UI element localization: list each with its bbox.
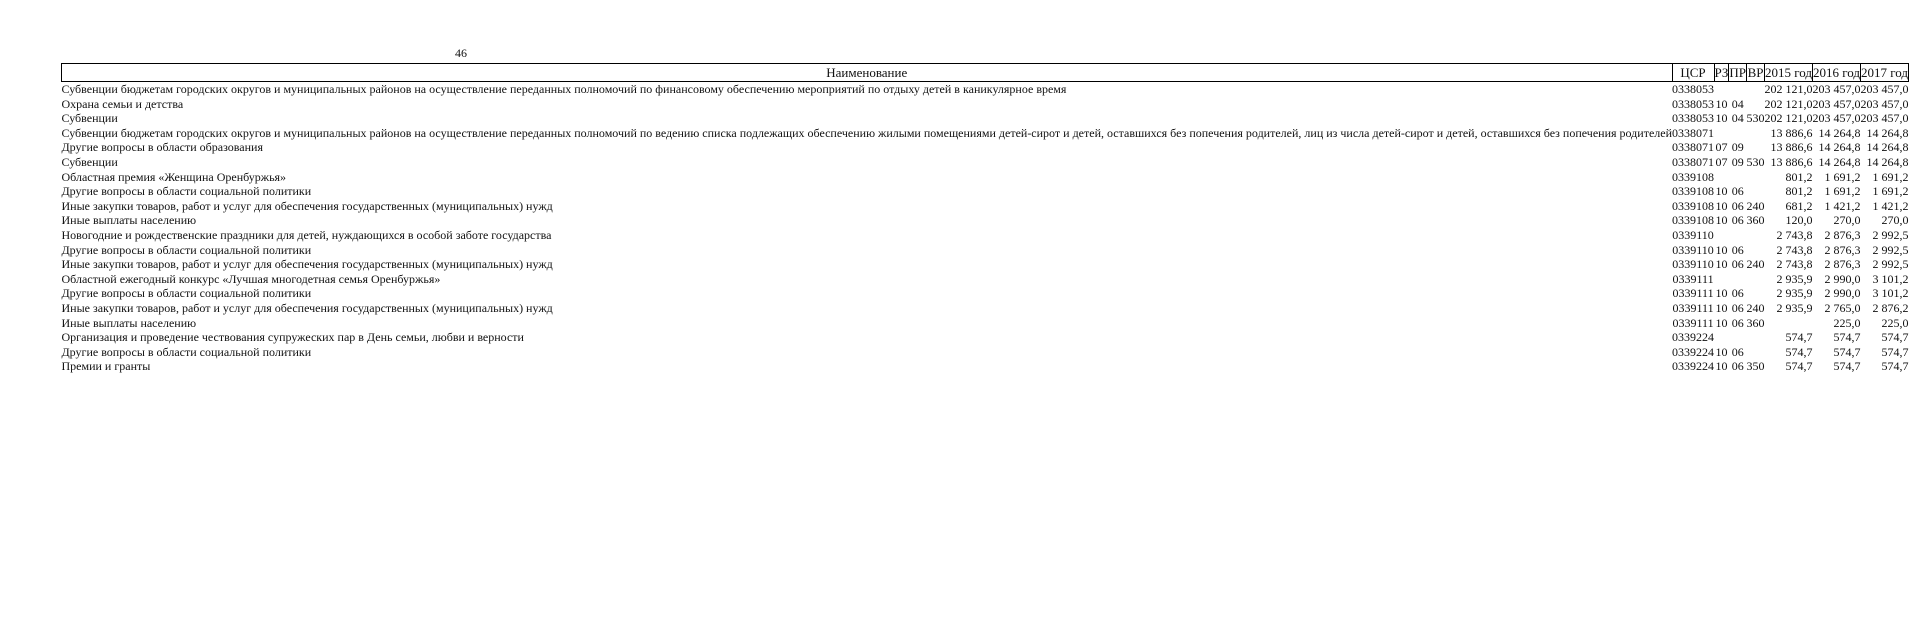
cell-2015: 574,7 — [1785, 344, 1813, 359]
cell-2015: 801,2 — [1785, 169, 1813, 184]
cell-vr — [1747, 126, 1765, 141]
cell-rz: 10 — [1715, 344, 1728, 359]
cell-csr: 0339110 — [1672, 227, 1714, 242]
table-row — [62, 111, 1909, 126]
cell-2017: 574,7 — [1881, 330, 1909, 345]
cell-csr: 0338071 — [1672, 154, 1715, 169]
cell-vr — [1747, 345, 1765, 360]
cell-2017: 14 264,8 — [1866, 154, 1909, 169]
cell-pr — [1729, 170, 1747, 185]
cell-vr: 240 — [1746, 198, 1765, 213]
cell-pr: 06 — [1731, 344, 1744, 359]
cell-csr: 0339224 — [1672, 344, 1715, 359]
cell-name: Иные закупки товаров, работ и услуг для обеспечения государственных (муниципальных) нужд — [61, 198, 553, 213]
cell-rz — [1714, 272, 1729, 287]
cell-vr: 360 — [1746, 213, 1765, 228]
cell-2015: 2 743,8 — [1776, 242, 1813, 257]
cell-csr: 0339108 — [1672, 184, 1715, 199]
table-row — [62, 155, 1909, 170]
cell-2016: 2 876,3 — [1824, 257, 1861, 272]
cell-rz — [1714, 330, 1729, 345]
cell-pr: 04 — [1731, 111, 1744, 126]
cell-2015: 801,2 — [1785, 184, 1813, 199]
table-row — [62, 345, 1909, 360]
cell-pr: 09 — [1731, 140, 1744, 155]
cell-pr: 06 — [1731, 242, 1744, 257]
cell-rz: 10 — [1715, 198, 1728, 213]
cell-vr — [1747, 184, 1765, 199]
cell-csr: 0339110 — [1672, 242, 1714, 257]
cell-vr — [1747, 97, 1765, 112]
page-number: 46 — [455, 46, 467, 60]
cell-pr — [1729, 228, 1747, 243]
cell-2015: 202 121,0 — [1764, 111, 1813, 126]
cell-rz: 10 — [1715, 315, 1728, 330]
cell-name: Охрана семьи и детства — [61, 96, 184, 111]
cell-rz: 10 — [1715, 213, 1728, 228]
cell-2016: 1 691,2 — [1824, 169, 1861, 184]
cell-vr: 530 — [1746, 154, 1765, 169]
cell-name: Другие вопросы в области социальной политики — [61, 344, 312, 359]
table-row — [62, 170, 1909, 185]
table-row — [62, 97, 1909, 112]
table-row — [62, 301, 1909, 316]
cell-2017: 1 421,2 — [1872, 198, 1909, 213]
cell-2015: 574,7 — [1785, 330, 1813, 345]
cell-name: Иные закупки товаров, работ и услуг для обеспечения государственных (муниципальных) нужд — [61, 257, 553, 272]
cell-2017: 3 101,2 — [1872, 286, 1909, 301]
cell-2016: 14 264,8 — [1818, 125, 1861, 140]
cell-csr: 0338053 — [1672, 96, 1715, 111]
header-vr: ВР — [1747, 64, 1764, 80]
header-csr: ЦСР — [1672, 64, 1714, 82]
cell-vr — [1747, 82, 1765, 97]
cell-rz: 10 — [1715, 300, 1728, 315]
table-row — [62, 126, 1909, 141]
cell-2016: 203 457,0 — [1812, 96, 1861, 111]
cell-csr: 0338053 — [1672, 111, 1715, 126]
cell-name: Другие вопросы в области образования — [61, 140, 263, 155]
cell-2015: 2 935,9 — [1776, 271, 1813, 286]
cell-name: Субвенции — [61, 154, 118, 169]
cell-csr: 0338071 — [1672, 125, 1715, 140]
cell-csr: 0339111 — [1672, 315, 1714, 330]
cell-2015 — [1765, 316, 1813, 331]
cell-2015: 120,0 — [1785, 213, 1813, 228]
cell-2016: 225,0 — [1833, 315, 1861, 330]
cell-2016: 203 457,0 — [1812, 82, 1861, 96]
header-2015: 2015 год — [1765, 64, 1813, 80]
cell-name: Субвенции бюджетам городских округов и муниципальных районов на осуществление переданных полномочий по ведению списка подлежащих обеспечению жилыми помещениями детей-сирот и детей, оставшихся без попечения родителей, лиц из числа детей-сирот и детей, оставшихся без попечения родителей — [61, 125, 1673, 140]
cell-pr: 09 — [1731, 154, 1744, 169]
header-2017: 2017 год — [1861, 64, 1909, 80]
cell-pr — [1729, 272, 1747, 287]
table-row — [62, 213, 1909, 228]
cell-rz: 07 — [1715, 154, 1728, 169]
cell-vr: 240 — [1746, 257, 1765, 272]
cell-csr: 0339108 — [1672, 213, 1715, 228]
cell-vr: 350 — [1746, 359, 1765, 374]
cell-2015: 13 886,6 — [1770, 140, 1813, 155]
cell-2015: 13 886,6 — [1770, 125, 1813, 140]
header-2016: 2016 год — [1813, 64, 1861, 80]
cell-2016: 1 421,2 — [1824, 198, 1861, 213]
cell-rz: 10 — [1715, 286, 1728, 301]
table-row — [62, 199, 1909, 214]
cell-name: Другие вопросы в области социальной политики — [61, 286, 312, 301]
cell-pr — [1729, 330, 1747, 345]
cell-2017: 2 992,5 — [1872, 257, 1909, 272]
cell-2017: 1 691,2 — [1872, 184, 1909, 199]
cell-csr: 0339224 — [1672, 330, 1715, 345]
cell-name: Иные выплаты населению — [61, 315, 197, 330]
cell-2016: 270,0 — [1833, 213, 1861, 228]
cell-pr: 06 — [1731, 184, 1744, 199]
cell-2016: 1 691,2 — [1824, 184, 1861, 199]
cell-vr — [1747, 286, 1765, 301]
cell-2016: 574,7 — [1833, 359, 1861, 374]
cell-rz: 10 — [1715, 111, 1728, 126]
cell-2017: 203 457,0 — [1860, 82, 1909, 96]
cell-csr: 0339110 — [1672, 257, 1714, 272]
cell-vr — [1747, 140, 1765, 155]
table-header-row — [62, 64, 1909, 82]
cell-name: Субвенции — [61, 111, 118, 126]
budget-table — [61, 63, 1909, 374]
cell-csr: 0339108 — [1672, 169, 1715, 184]
cell-2016: 574,7 — [1833, 330, 1861, 345]
cell-2015: 2 935,9 — [1776, 286, 1813, 301]
cell-pr: 06 — [1731, 359, 1744, 374]
cell-2016: 2 990,0 — [1824, 286, 1861, 301]
cell-name: Субвенции бюджетам городских округов и муниципальных районов на осуществление переданных полномочий по финансовому обеспечению мероприятий по отдыху детей в каникулярное время — [61, 82, 1067, 96]
cell-2017: 203 457,0 — [1860, 111, 1909, 126]
cell-2015: 202 121,0 — [1764, 96, 1813, 111]
table-row — [62, 359, 1909, 374]
cell-pr: 06 — [1731, 286, 1744, 301]
cell-name: Другие вопросы в области социальной политики — [61, 242, 312, 257]
cell-2016: 2 765,0 — [1824, 300, 1861, 315]
table-body — [62, 82, 1909, 374]
cell-name: Новогодние и рождественские праздники для детей, нуждающихся в особой заботе государства — [61, 227, 552, 242]
cell-vr — [1747, 330, 1765, 345]
cell-2017: 1 691,2 — [1872, 169, 1909, 184]
cell-2016: 574,7 — [1833, 344, 1861, 359]
cell-2017: 574,7 — [1881, 344, 1909, 359]
header-name: Наименование — [62, 64, 1673, 82]
cell-csr: 0339108 — [1672, 198, 1715, 213]
header-pr: ПР — [1729, 64, 1747, 80]
cell-2017: 14 264,8 — [1866, 140, 1909, 155]
cell-rz — [1714, 170, 1729, 185]
table-row — [62, 82, 1909, 97]
cell-rz — [1714, 82, 1729, 97]
cell-name: Организация и проведение чествования супружеских пар в День семьи, любви и верности — [61, 330, 524, 345]
cell-rz: 10 — [1715, 96, 1728, 111]
cell-2016: 14 264,8 — [1818, 154, 1861, 169]
header-rz: РЗ — [1714, 64, 1729, 80]
cell-rz: 07 — [1715, 140, 1728, 155]
table-row — [62, 286, 1909, 301]
cell-vr — [1747, 170, 1765, 185]
cell-rz: 10 — [1715, 184, 1728, 199]
cell-rz — [1714, 228, 1729, 243]
cell-2017: 270,0 — [1881, 213, 1909, 228]
cell-csr: 0339111 — [1672, 286, 1714, 301]
table-row — [62, 257, 1909, 272]
cell-pr: 04 — [1731, 96, 1744, 111]
cell-2015: 202 121,0 — [1764, 82, 1813, 96]
cell-rz: 10 — [1715, 359, 1728, 374]
cell-vr — [1747, 228, 1765, 243]
cell-pr: 06 — [1731, 315, 1744, 330]
cell-vr: 360 — [1746, 315, 1765, 330]
cell-rz — [1714, 126, 1729, 141]
cell-pr: 06 — [1731, 213, 1744, 228]
cell-2016: 2 876,3 — [1824, 227, 1861, 242]
cell-pr: 06 — [1731, 198, 1744, 213]
cell-2015: 2 743,8 — [1776, 257, 1813, 272]
cell-csr: 0339224 — [1672, 359, 1715, 374]
table-row — [62, 140, 1909, 155]
cell-2017: 574,7 — [1881, 359, 1909, 374]
table-row — [62, 272, 1909, 287]
table-row — [62, 243, 1909, 258]
cell-2017: 14 264,8 — [1866, 125, 1909, 140]
cell-rz: 10 — [1715, 242, 1728, 257]
cell-pr: 06 — [1731, 257, 1744, 272]
cell-vr — [1747, 272, 1765, 287]
cell-2017: 225,0 — [1881, 315, 1909, 330]
table-row — [62, 330, 1909, 345]
cell-name: Другие вопросы в области социальной политики — [61, 184, 312, 199]
table-row — [62, 316, 1909, 331]
cell-2015: 13 886,6 — [1770, 154, 1813, 169]
cell-csr: 0339111 — [1672, 300, 1714, 315]
cell-2016: 203 457,0 — [1812, 111, 1861, 126]
cell-name: Иные выплаты населению — [61, 213, 197, 228]
cell-2015: 2 743,8 — [1776, 227, 1813, 242]
table-row — [62, 184, 1909, 199]
cell-2017: 2 876,2 — [1872, 300, 1909, 315]
cell-pr — [1729, 126, 1747, 141]
cell-csr: 0339111 — [1672, 271, 1714, 286]
cell-2017: 2 992,5 — [1872, 227, 1909, 242]
cell-2016: 2 990,0 — [1824, 271, 1861, 286]
cell-name: Премии и гранты — [61, 359, 151, 374]
cell-pr — [1729, 82, 1747, 97]
cell-2017: 2 992,5 — [1872, 242, 1909, 257]
cell-2015: 574,7 — [1785, 359, 1813, 374]
cell-csr: 0338071 — [1672, 140, 1715, 155]
cell-vr: 240 — [1746, 300, 1765, 315]
cell-vr — [1747, 243, 1765, 258]
cell-rz: 10 — [1715, 257, 1728, 272]
cell-name: Областная премия «Женщина Оренбуржья» — [61, 169, 287, 184]
cell-2017: 3 101,2 — [1872, 271, 1909, 286]
cell-vr: 530 — [1746, 111, 1765, 126]
cell-name: Иные закупки товаров, работ и услуг для обеспечения государственных (муниципальных) нужд — [61, 300, 553, 315]
cell-2015: 2 935,9 — [1776, 300, 1813, 315]
cell-name: Областной ежегодный конкурс «Лучшая многодетная семья Оренбуржья» — [61, 271, 441, 286]
cell-2016: 2 876,3 — [1824, 242, 1861, 257]
cell-2017: 203 457,0 — [1860, 96, 1909, 111]
cell-2016: 14 264,8 — [1818, 140, 1861, 155]
cell-csr: 0338053 — [1672, 82, 1715, 96]
table-row — [62, 228, 1909, 243]
cell-2015: 681,2 — [1785, 198, 1813, 213]
cell-pr: 06 — [1731, 300, 1744, 315]
